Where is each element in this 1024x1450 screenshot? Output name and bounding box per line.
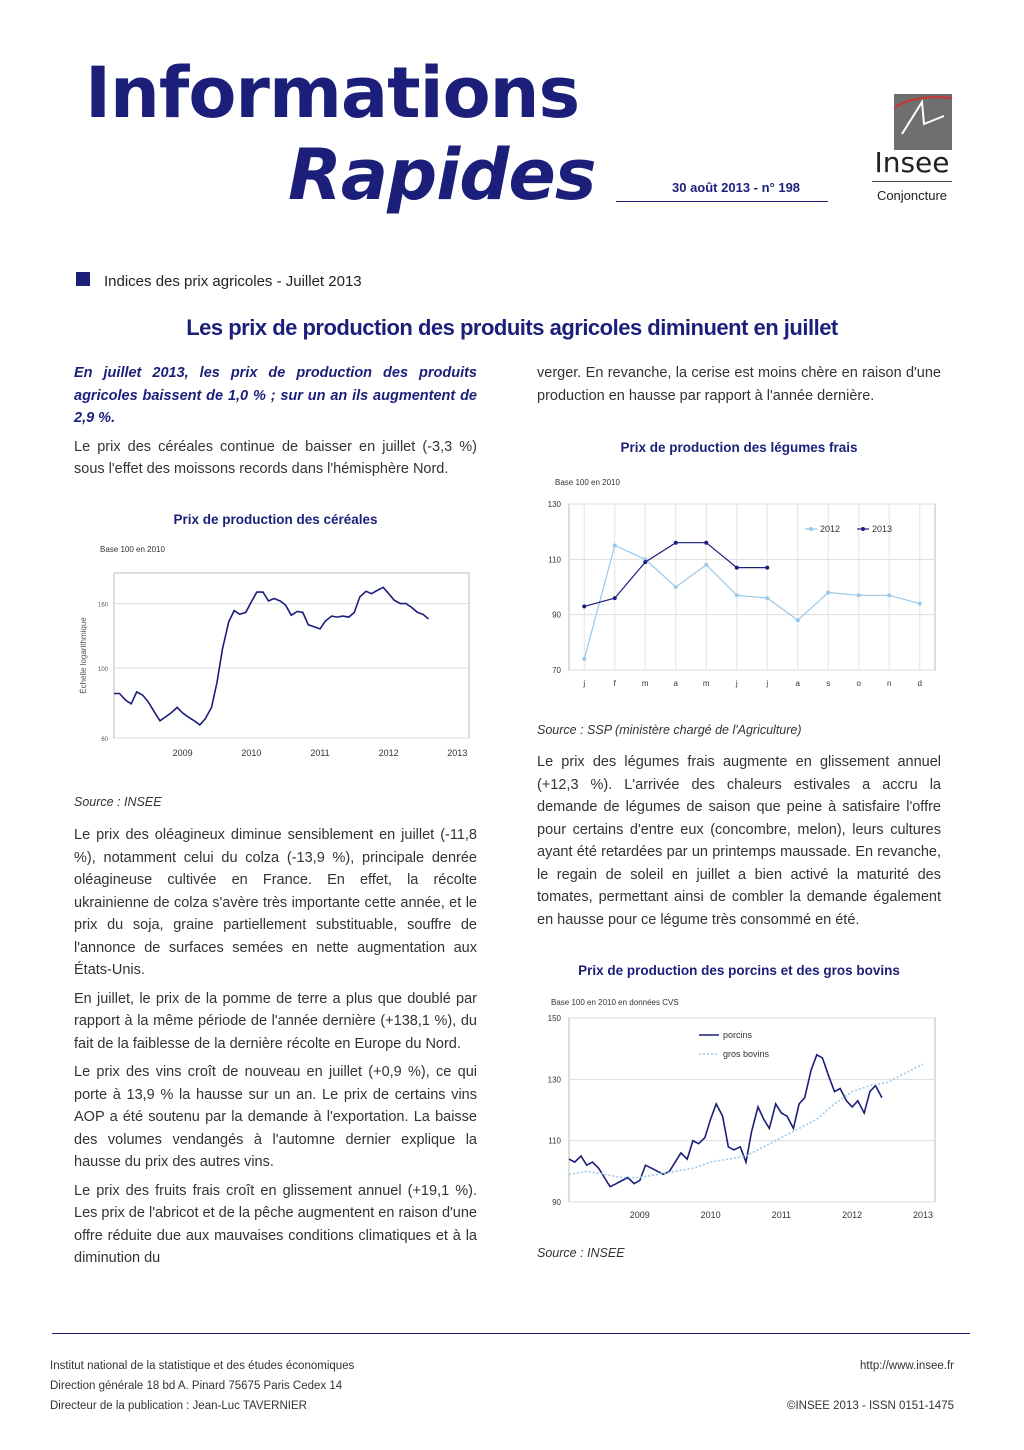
legend-marker (861, 527, 865, 531)
legend-label: porcins (723, 1030, 753, 1040)
rubric-square-icon (76, 272, 90, 286)
y-tick-label: 110 (548, 555, 561, 565)
data-point-2012 (826, 591, 830, 595)
x-tick-label: a (673, 679, 678, 688)
issue-underline (616, 201, 828, 202)
x-tick-label: a (795, 679, 800, 688)
logo-mark-icon (894, 94, 952, 150)
legend-marker (809, 527, 813, 531)
y-tick-label: 160 (97, 602, 108, 609)
footer-url[interactable]: http://www.insee.fr (860, 1360, 954, 1372)
data-point-2012 (918, 602, 922, 606)
legend-label: 2013 (872, 524, 893, 534)
x-tick-label: m (702, 679, 710, 688)
series-line-2012 (584, 546, 920, 659)
x-tick-label: j (583, 679, 586, 688)
y-tick-label: 110 (548, 1136, 561, 1146)
chart-title-cereales: Prix de production des céréales (173, 512, 378, 527)
data-point-2012 (704, 563, 708, 567)
data-point-2013 (582, 604, 586, 608)
chart-title-porcins-bovins: Prix de production des porcins et des gros bovins (578, 963, 900, 978)
paragraph-legumes: Le prix des légumes frais augmente en glissement annuel (+12,3 %). L'arrivée des chaleurs estivales a accru la demande de légumes de saison que peine à satisfaire l'offre pour certains d'entre eux (concombre, melon), leurs cultures ayant été retardées par un printemps maussade. En revanche, le regain de soleil en juillet a bien activé la maturité des tomates, permettant ainsi de combler la demande également en hausse pour ce légume très consommé en été. (537, 754, 941, 928)
chart-note: Base 100 en 2010 (100, 545, 165, 554)
x-tick-label: 2010 (241, 748, 262, 758)
data-point-2013 (613, 596, 617, 600)
paragraph-oleagineux: Le prix des oléagineux diminue sensiblement en juillet (-11,8 %), notamment celui du colza (-13,9 %), principale denrée oléagineuse cultivée en France. En effet, la récolte ukrainienne de colza s'avère très importante cette année, et le prix du soja, graine partiellement substituable, souffre de l'annonce de surfaces semées en nette augmentation aux États-Unis. (74, 827, 477, 978)
issue-date: 30 août 2013 - n° 198 (672, 180, 801, 195)
source-cereales: Source : INSEE (74, 795, 162, 809)
data-point-2012 (857, 593, 861, 597)
chart-legumes (537, 470, 947, 695)
data-point-2013 (643, 560, 647, 564)
brand-title-line2: Rapides (288, 134, 596, 216)
plot-area (569, 1018, 935, 1202)
x-tick-label: s (826, 679, 831, 688)
data-point-2012 (887, 593, 891, 597)
x-tick-label: 2013 (912, 1210, 933, 1220)
paragraph-pomme-de-terre: En juillet, le prix de la pomme de terre a plus que doublé par rapport à la même période de l'année dernière (+138,1 %), du fait de la faiblesse de la dernière récolte en Europe du Nord. (74, 990, 477, 1052)
legend-label: gros bovins (723, 1049, 770, 1059)
right-column-top (537, 362, 941, 413)
y-tick-label: 70 (552, 666, 561, 675)
source-porcins-bovins: Source : INSEE (537, 1246, 625, 1260)
plot-area (114, 573, 469, 738)
data-point-2012 (765, 596, 769, 600)
rubric: Indices des prix agricoles - Juillet 2013 (104, 273, 362, 290)
y-tick-label: 130 (547, 500, 561, 509)
logo-subtitle: Conjoncture (876, 188, 948, 203)
brand-title-line1: Informations (85, 52, 580, 134)
data-point-2013 (735, 566, 739, 570)
x-tick-label: f (613, 679, 616, 688)
x-tick-label: n (887, 679, 892, 688)
y-tick-label: 90 (552, 1198, 561, 1207)
data-point-2013 (674, 541, 678, 545)
footer-address (50, 1356, 354, 1416)
footer-institute: Institut national de la statistique et des études économiques (50, 1360, 355, 1372)
x-tick-label: 2012 (842, 1210, 863, 1220)
y-tick-label: 90 (552, 610, 561, 620)
right-column-middle (537, 751, 941, 937)
x-tick-label: 2011 (771, 1210, 792, 1220)
left-column-bottom (74, 824, 477, 1276)
lead-paragraph: En juillet 2013, les prix de production des produits agricoles baissent de 1,0 % ; sur un an ils augmentent de 2,9 %. (74, 365, 477, 426)
paragraph-verger: verger. En revanche, la cerise est moins chère en raison d'une production en hausse par rapport à l'année dernière. (537, 365, 941, 404)
footer-director: Directeur de la publication : Jean-Luc TAVERNIER (50, 1400, 307, 1412)
paragraph-cereales: Le prix des céréales continue de baisser en juillet (-3,3 %) sous l'effet des moissons records dans l'hémisphère Nord. (74, 438, 477, 477)
x-tick-label: 2009 (629, 1210, 650, 1220)
y-tick-label: 100 (97, 666, 108, 673)
data-point-2013 (765, 566, 769, 570)
x-tick-label: 2012 (378, 748, 399, 758)
series-line-porcins (569, 1055, 882, 1187)
y-tick-label: 150 (547, 1014, 561, 1023)
data-point-2012 (735, 593, 739, 597)
headline: Les prix de production des produits agricoles diminuent en juillet (186, 315, 838, 340)
x-tick-label: 2011 (310, 748, 330, 758)
insee-logo (866, 94, 958, 206)
source-legumes: Source : SSP (ministère chargé de l'Agriculture) (537, 723, 802, 737)
left-column-top (74, 362, 477, 487)
legend-label: 2012 (820, 524, 841, 534)
x-tick-label: 2009 (172, 748, 193, 758)
chart-note: Base 100 en 2010 (555, 478, 620, 487)
data-point-2012 (674, 585, 678, 589)
x-tick-label: 2013 (447, 748, 468, 758)
footer-direction: Direction générale 18 bd A. Pinard 75675 Paris Cedex 14 (50, 1380, 343, 1392)
chart-note: Base 100 en 2010 en données CVS (551, 998, 679, 1007)
logo-name: Insee (874, 146, 950, 179)
x-tick-label: j (766, 679, 769, 688)
paragraph-fruits: Le prix des fruits frais croît en glissement annuel (+19,1 %). Les prix de l'abricot et de la pêche augmentent en raison d'une offre réduite due aux mauvaises conditions climatiques et à la diminution du (74, 1182, 477, 1266)
paragraph-vins: Le prix des vins croît de nouveau en juillet (+0,9 %), ce qui porte à 13,9 % la hausse sur un an. Le prix de certains vins AOP a été soutenu par la demande à l'exportation. La baisse des volumes vendangés à l'automne dernier explique la hausse du prix des autres vins. (74, 1064, 477, 1170)
footer-copyright: ©INSEE 2013 - ISSN 0151-1475 (786, 1400, 954, 1412)
y-tick-label: 60 (101, 737, 108, 743)
y-axis-label: Échelle logarithmique (79, 617, 88, 694)
x-tick-label: 2010 (700, 1210, 721, 1220)
data-point-2012 (582, 657, 586, 661)
x-tick-label: j (735, 679, 738, 688)
footer-divider (52, 1333, 970, 1334)
series-line-cereales (114, 587, 429, 725)
chart-cereales (74, 538, 484, 768)
y-tick-label: 130 (547, 1075, 561, 1085)
x-tick-label: m (641, 679, 649, 688)
logo-divider (872, 181, 952, 182)
x-tick-label: d (917, 679, 922, 688)
data-point-2012 (796, 618, 800, 622)
data-point-2012 (613, 544, 617, 548)
x-tick-label: o (856, 679, 861, 688)
data-point-2013 (704, 541, 708, 545)
chart-porcins-bovins (537, 990, 947, 1230)
chart-title-legumes: Prix de production des légumes frais (620, 440, 858, 455)
